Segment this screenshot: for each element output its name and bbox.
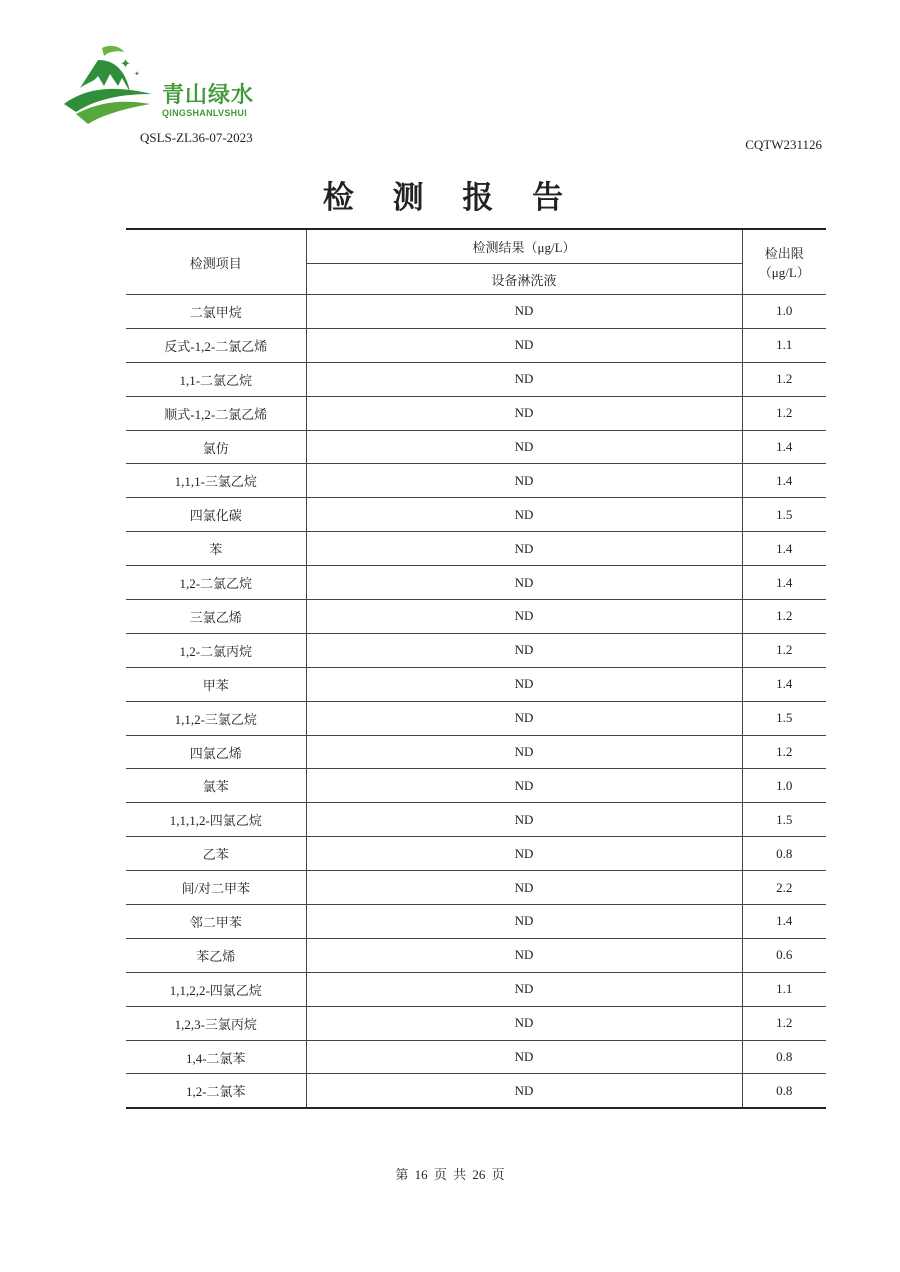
cell-item: 顺式-1,2-二氯乙烯 bbox=[126, 396, 306, 430]
report-number: CQTW231126 bbox=[745, 137, 822, 152]
cell-limit: 1.5 bbox=[742, 701, 826, 735]
cell-limit: 1.4 bbox=[742, 430, 826, 464]
table-row bbox=[126, 566, 826, 600]
cell-result: ND bbox=[306, 803, 742, 837]
cell-limit: 0.8 bbox=[742, 1074, 826, 1108]
cell-item: 四氯化碳 bbox=[126, 498, 306, 532]
table-row bbox=[126, 498, 826, 532]
table-row bbox=[126, 769, 826, 803]
cell-result: ND bbox=[306, 600, 742, 634]
cell-result: ND bbox=[306, 701, 742, 735]
cell-limit: 1.4 bbox=[742, 566, 826, 600]
cell-item: 甲苯 bbox=[126, 667, 306, 701]
cell-item: 1,2,3-三氯丙烷 bbox=[126, 1006, 306, 1040]
svg-text:✦: ✦ bbox=[120, 57, 131, 72]
cell-limit: 1.4 bbox=[742, 905, 826, 939]
cell-result: ND bbox=[306, 464, 742, 498]
cell-item: 1,4-二氯苯 bbox=[126, 1040, 306, 1074]
table-row bbox=[126, 430, 826, 464]
cell-limit: 1.1 bbox=[742, 972, 826, 1006]
cell-item: 1,1,2,2-四氯乙烷 bbox=[126, 972, 306, 1006]
cell-limit: 1.1 bbox=[742, 328, 826, 362]
cell-result: ND bbox=[306, 972, 742, 1006]
table-row bbox=[126, 837, 826, 871]
table-row bbox=[126, 1040, 826, 1074]
cell-item: 四氯乙烯 bbox=[126, 735, 306, 769]
cell-item: 邻二甲苯 bbox=[126, 905, 306, 939]
cell-item: 乙苯 bbox=[126, 837, 306, 871]
cell-item: 苯乙烯 bbox=[126, 938, 306, 972]
cell-limit: 1.2 bbox=[742, 600, 826, 634]
table-row bbox=[126, 667, 826, 701]
results-table bbox=[126, 228, 826, 1109]
table-row bbox=[126, 1006, 826, 1040]
cell-result: ND bbox=[306, 667, 742, 701]
brand-name-cn: 青山绿水 bbox=[162, 83, 255, 108]
cell-item: 1,2-二氯苯 bbox=[126, 1074, 306, 1108]
cell-item: 二氯甲烷 bbox=[126, 295, 306, 329]
cell-result: ND bbox=[306, 871, 742, 905]
cell-result: ND bbox=[306, 498, 742, 532]
svg-text:✦: ✦ bbox=[134, 70, 140, 78]
header-sample: 设备淋洗液 bbox=[306, 264, 742, 295]
page-number: 第 16 页 共 26 页 bbox=[395, 1167, 505, 1182]
cell-limit: 1.2 bbox=[742, 735, 826, 769]
cell-result: ND bbox=[306, 566, 742, 600]
cell-item: 1,1-二氯乙烷 bbox=[126, 362, 306, 396]
mountain-logo-icon bbox=[58, 42, 158, 126]
cell-result: ND bbox=[306, 735, 742, 769]
cell-item: 1,2-二氯丙烷 bbox=[126, 633, 306, 667]
cell-result: ND bbox=[306, 769, 742, 803]
table-row bbox=[126, 972, 826, 1006]
company-logo bbox=[58, 42, 278, 126]
cell-result: ND bbox=[306, 938, 742, 972]
cell-item: 三氯乙烯 bbox=[126, 600, 306, 634]
cell-limit: 1.5 bbox=[742, 803, 826, 837]
cell-limit: 1.4 bbox=[742, 667, 826, 701]
cell-limit: 0.8 bbox=[742, 1040, 826, 1074]
cell-item: 1,1,1,2-四氯乙烷 bbox=[126, 803, 306, 837]
header-limit-line1: 检出限 bbox=[764, 246, 804, 261]
table-row bbox=[126, 803, 826, 837]
cell-result: ND bbox=[306, 837, 742, 871]
brand-name-en: QINGSHANLVSHUI bbox=[162, 108, 248, 118]
cell-limit: 1.5 bbox=[742, 498, 826, 532]
table-row bbox=[126, 701, 826, 735]
cell-limit: 1.0 bbox=[742, 769, 826, 803]
cell-item: 氯苯 bbox=[126, 769, 306, 803]
cell-item: 苯 bbox=[126, 532, 306, 566]
cell-result: ND bbox=[306, 430, 742, 464]
cell-limit: 1.2 bbox=[742, 1006, 826, 1040]
table-row bbox=[126, 871, 826, 905]
table-row bbox=[126, 362, 826, 396]
table-row bbox=[126, 905, 826, 939]
document-code: QSLS-ZL36-07-2023 bbox=[140, 130, 253, 145]
table-row bbox=[126, 1074, 826, 1108]
cell-result: ND bbox=[306, 328, 742, 362]
cell-item: 1,2-二氯乙烷 bbox=[126, 566, 306, 600]
cell-limit: 1.0 bbox=[742, 295, 826, 329]
cell-limit: 1.2 bbox=[742, 362, 826, 396]
table-row bbox=[126, 328, 826, 362]
cell-limit: 1.2 bbox=[742, 396, 826, 430]
cell-item: 1,1,2-三氯乙烷 bbox=[126, 701, 306, 735]
cell-item: 间/对二甲苯 bbox=[126, 871, 306, 905]
cell-limit: 0.8 bbox=[742, 837, 826, 871]
cell-item: 反式-1,2-二氯乙烯 bbox=[126, 328, 306, 362]
cell-limit: 0.6 bbox=[742, 938, 826, 972]
table-row bbox=[126, 633, 826, 667]
table-row bbox=[126, 600, 826, 634]
cell-limit: 2.2 bbox=[742, 871, 826, 905]
cell-result: ND bbox=[306, 396, 742, 430]
cell-result: ND bbox=[306, 633, 742, 667]
header-result: 检测结果（μg/L） bbox=[306, 229, 742, 264]
header-item: 检测项目 bbox=[126, 229, 306, 295]
cell-item: 1,1,1-三氯乙烷 bbox=[126, 464, 306, 498]
page-title: 检 测 报 告 bbox=[322, 180, 578, 216]
cell-limit: 1.2 bbox=[742, 633, 826, 667]
cell-result: ND bbox=[306, 532, 742, 566]
cell-result: ND bbox=[306, 1074, 742, 1108]
table-row bbox=[126, 464, 826, 498]
table-row bbox=[126, 938, 826, 972]
cell-result: ND bbox=[306, 295, 742, 329]
cell-limit: 1.4 bbox=[742, 532, 826, 566]
cell-result: ND bbox=[306, 1006, 742, 1040]
cell-limit: 1.4 bbox=[742, 464, 826, 498]
table-row bbox=[126, 532, 826, 566]
header-limit-line2: （μg/L） bbox=[758, 265, 810, 280]
cell-result: ND bbox=[306, 1040, 742, 1074]
table-row bbox=[126, 396, 826, 430]
table-row bbox=[126, 295, 826, 329]
cell-result: ND bbox=[306, 362, 742, 396]
cell-item: 氯仿 bbox=[126, 430, 306, 464]
cell-result: ND bbox=[306, 905, 742, 939]
header-limit bbox=[742, 229, 826, 295]
table-row bbox=[126, 735, 826, 769]
